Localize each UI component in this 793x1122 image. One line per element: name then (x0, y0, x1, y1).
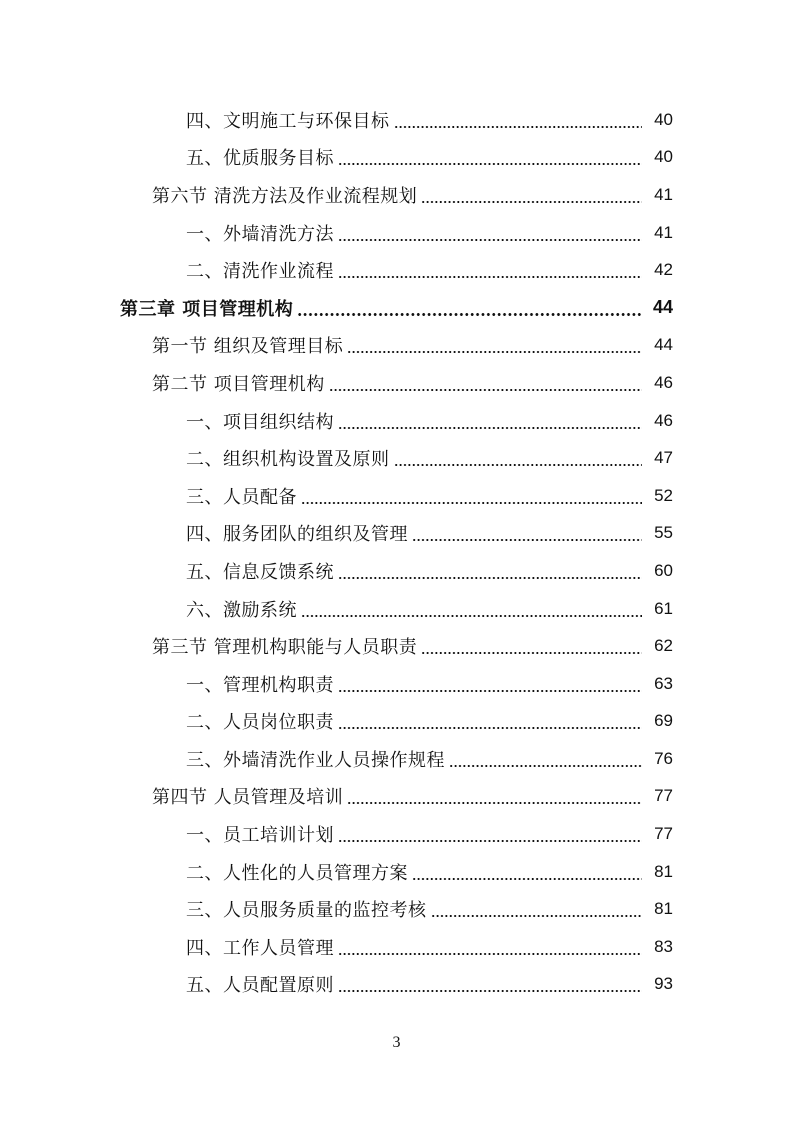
toc-dot-leader (347, 802, 642, 804)
toc-entry-section[interactable] (0, 627, 793, 665)
toc-entry-title: 一、项目组织结构 (186, 411, 334, 433)
toc-entry-page: 69 (654, 711, 673, 731)
toc-entry-item[interactable] (0, 552, 793, 590)
toc-dot-leader (338, 577, 642, 579)
toc-entry-page: 41 (654, 222, 673, 242)
toc-dot-leader (297, 313, 642, 316)
toc-entry-page: 61 (654, 598, 673, 618)
toc-entry-section[interactable] (0, 364, 793, 402)
toc-dot-leader (421, 201, 642, 203)
toc-entry-title: 五、信息反馈系统 (186, 561, 334, 583)
toc-dot-leader (431, 915, 643, 917)
toc-entry-title: 四、文明施工与环保目标 (186, 110, 390, 132)
toc-entry-page: 40 (654, 109, 673, 129)
toc-entry-item[interactable] (0, 251, 793, 289)
toc-entry-title: 三、外墙清洗作业人员操作规程 (186, 749, 445, 771)
toc-entry-title: 五、优质服务目标 (186, 148, 334, 170)
toc-entry-title: 二、人性化的人员管理方案 (186, 862, 408, 884)
toc-entry-page: 40 (654, 147, 673, 167)
toc-entry-item[interactable] (0, 214, 793, 252)
toc-entry-page: 81 (654, 899, 673, 919)
toc-entry-title: 三、人员配备 (186, 486, 297, 508)
toc-entry-page: 44 (654, 335, 673, 355)
toc-entry-page: 62 (654, 636, 673, 656)
table-of-contents (0, 101, 793, 1003)
toc-entry-title: 一、外墙清洗方法 (186, 223, 334, 245)
toc-dot-leader (338, 990, 642, 992)
toc-entry-item[interactable] (0, 139, 793, 177)
toc-dot-leader (338, 427, 642, 429)
toc-entry-page: 60 (654, 560, 673, 580)
toc-dot-leader (338, 239, 642, 241)
toc-dot-leader (394, 464, 643, 466)
toc-dot-leader (338, 727, 642, 729)
toc-entry-title: 二、人员岗位职责 (186, 712, 334, 734)
toc-entry-item[interactable] (0, 515, 793, 553)
page-number: 3 (392, 1034, 401, 1051)
toc-entry-page: 46 (654, 372, 673, 392)
toc-dot-leader (338, 840, 642, 842)
toc-entry-item[interactable] (0, 402, 793, 440)
toc-dot-leader (301, 615, 642, 617)
toc-dot-leader (301, 502, 642, 504)
toc-dot-leader (338, 690, 642, 692)
toc-entry-page: 52 (654, 485, 673, 505)
toc-entry-title: 一、管理机构职责 (186, 674, 334, 696)
toc-entry-item[interactable] (0, 703, 793, 741)
toc-entry-title: 六、激励系统 (186, 599, 297, 621)
toc-entry-page: 93 (654, 974, 673, 994)
toc-entry-item[interactable] (0, 665, 793, 703)
toc-entry-title: 二、组织机构设置及原则 (186, 449, 390, 471)
toc-entry-item[interactable] (0, 439, 793, 477)
toc-entry-title: 第一节 组织及管理目标 (152, 336, 344, 358)
toc-entry-item[interactable] (0, 477, 793, 515)
toc-entry-page: 41 (654, 184, 673, 204)
toc-dot-leader (338, 953, 642, 955)
toc-entry-title: 五、人员配置原则 (186, 975, 334, 997)
toc-entry-page: 63 (654, 673, 673, 693)
toc-dot-leader (421, 652, 642, 654)
toc-entry-page: 76 (654, 748, 673, 768)
toc-entry-item[interactable] (0, 740, 793, 778)
toc-entry-item[interactable] (0, 101, 793, 139)
toc-entry-title: 四、服务团队的组织及管理 (186, 524, 408, 546)
toc-entry-page: 77 (654, 786, 673, 806)
toc-entry-page: 55 (654, 523, 673, 543)
toc-entry-title: 三、人员服务质量的监控考核 (186, 900, 427, 922)
toc-dot-leader (412, 539, 642, 541)
toc-entry-page: 77 (654, 824, 673, 844)
toc-entry-page: 47 (654, 448, 673, 468)
toc-dot-leader (347, 351, 642, 353)
toc-entry-title: 第四节 人员管理及培训 (152, 787, 344, 809)
toc-entry-section[interactable] (0, 176, 793, 214)
toc-entry-title: 第三节 管理机构职能与人员职责 (152, 637, 418, 659)
toc-entry-section[interactable] (0, 327, 793, 365)
toc-dot-leader (449, 765, 642, 767)
toc-entry-title: 二、清洗作业流程 (186, 261, 334, 283)
toc-entry-title: 第三章 项目管理机构 (120, 298, 294, 320)
toc-entry-item[interactable] (0, 815, 793, 853)
toc-entry-item[interactable] (0, 853, 793, 891)
toc-entry-item[interactable] (0, 928, 793, 966)
toc-entry-section[interactable] (0, 778, 793, 816)
toc-entry-title: 四、工作人员管理 (186, 937, 334, 959)
toc-dot-leader (329, 389, 642, 391)
toc-entry-page: 44 (652, 297, 673, 318)
toc-dot-leader (394, 126, 643, 128)
toc-entry-chapter[interactable] (0, 289, 793, 327)
toc-entry-page: 42 (654, 260, 673, 280)
toc-entry-page: 46 (654, 410, 673, 430)
toc-entry-title: 一、员工培训计划 (186, 825, 334, 847)
toc-dot-leader (338, 276, 642, 278)
toc-entry-page: 81 (654, 861, 673, 881)
toc-entry-page: 83 (654, 936, 673, 956)
toc-entry-title: 第六节 清洗方法及作业流程规划 (152, 185, 418, 207)
toc-entry-item[interactable] (0, 966, 793, 1004)
toc-entry-title: 第二节 项目管理机构 (152, 373, 325, 395)
toc-dot-leader (412, 878, 642, 880)
toc-entry-item[interactable] (0, 590, 793, 628)
toc-entry-item[interactable] (0, 890, 793, 928)
toc-dot-leader (338, 163, 642, 165)
